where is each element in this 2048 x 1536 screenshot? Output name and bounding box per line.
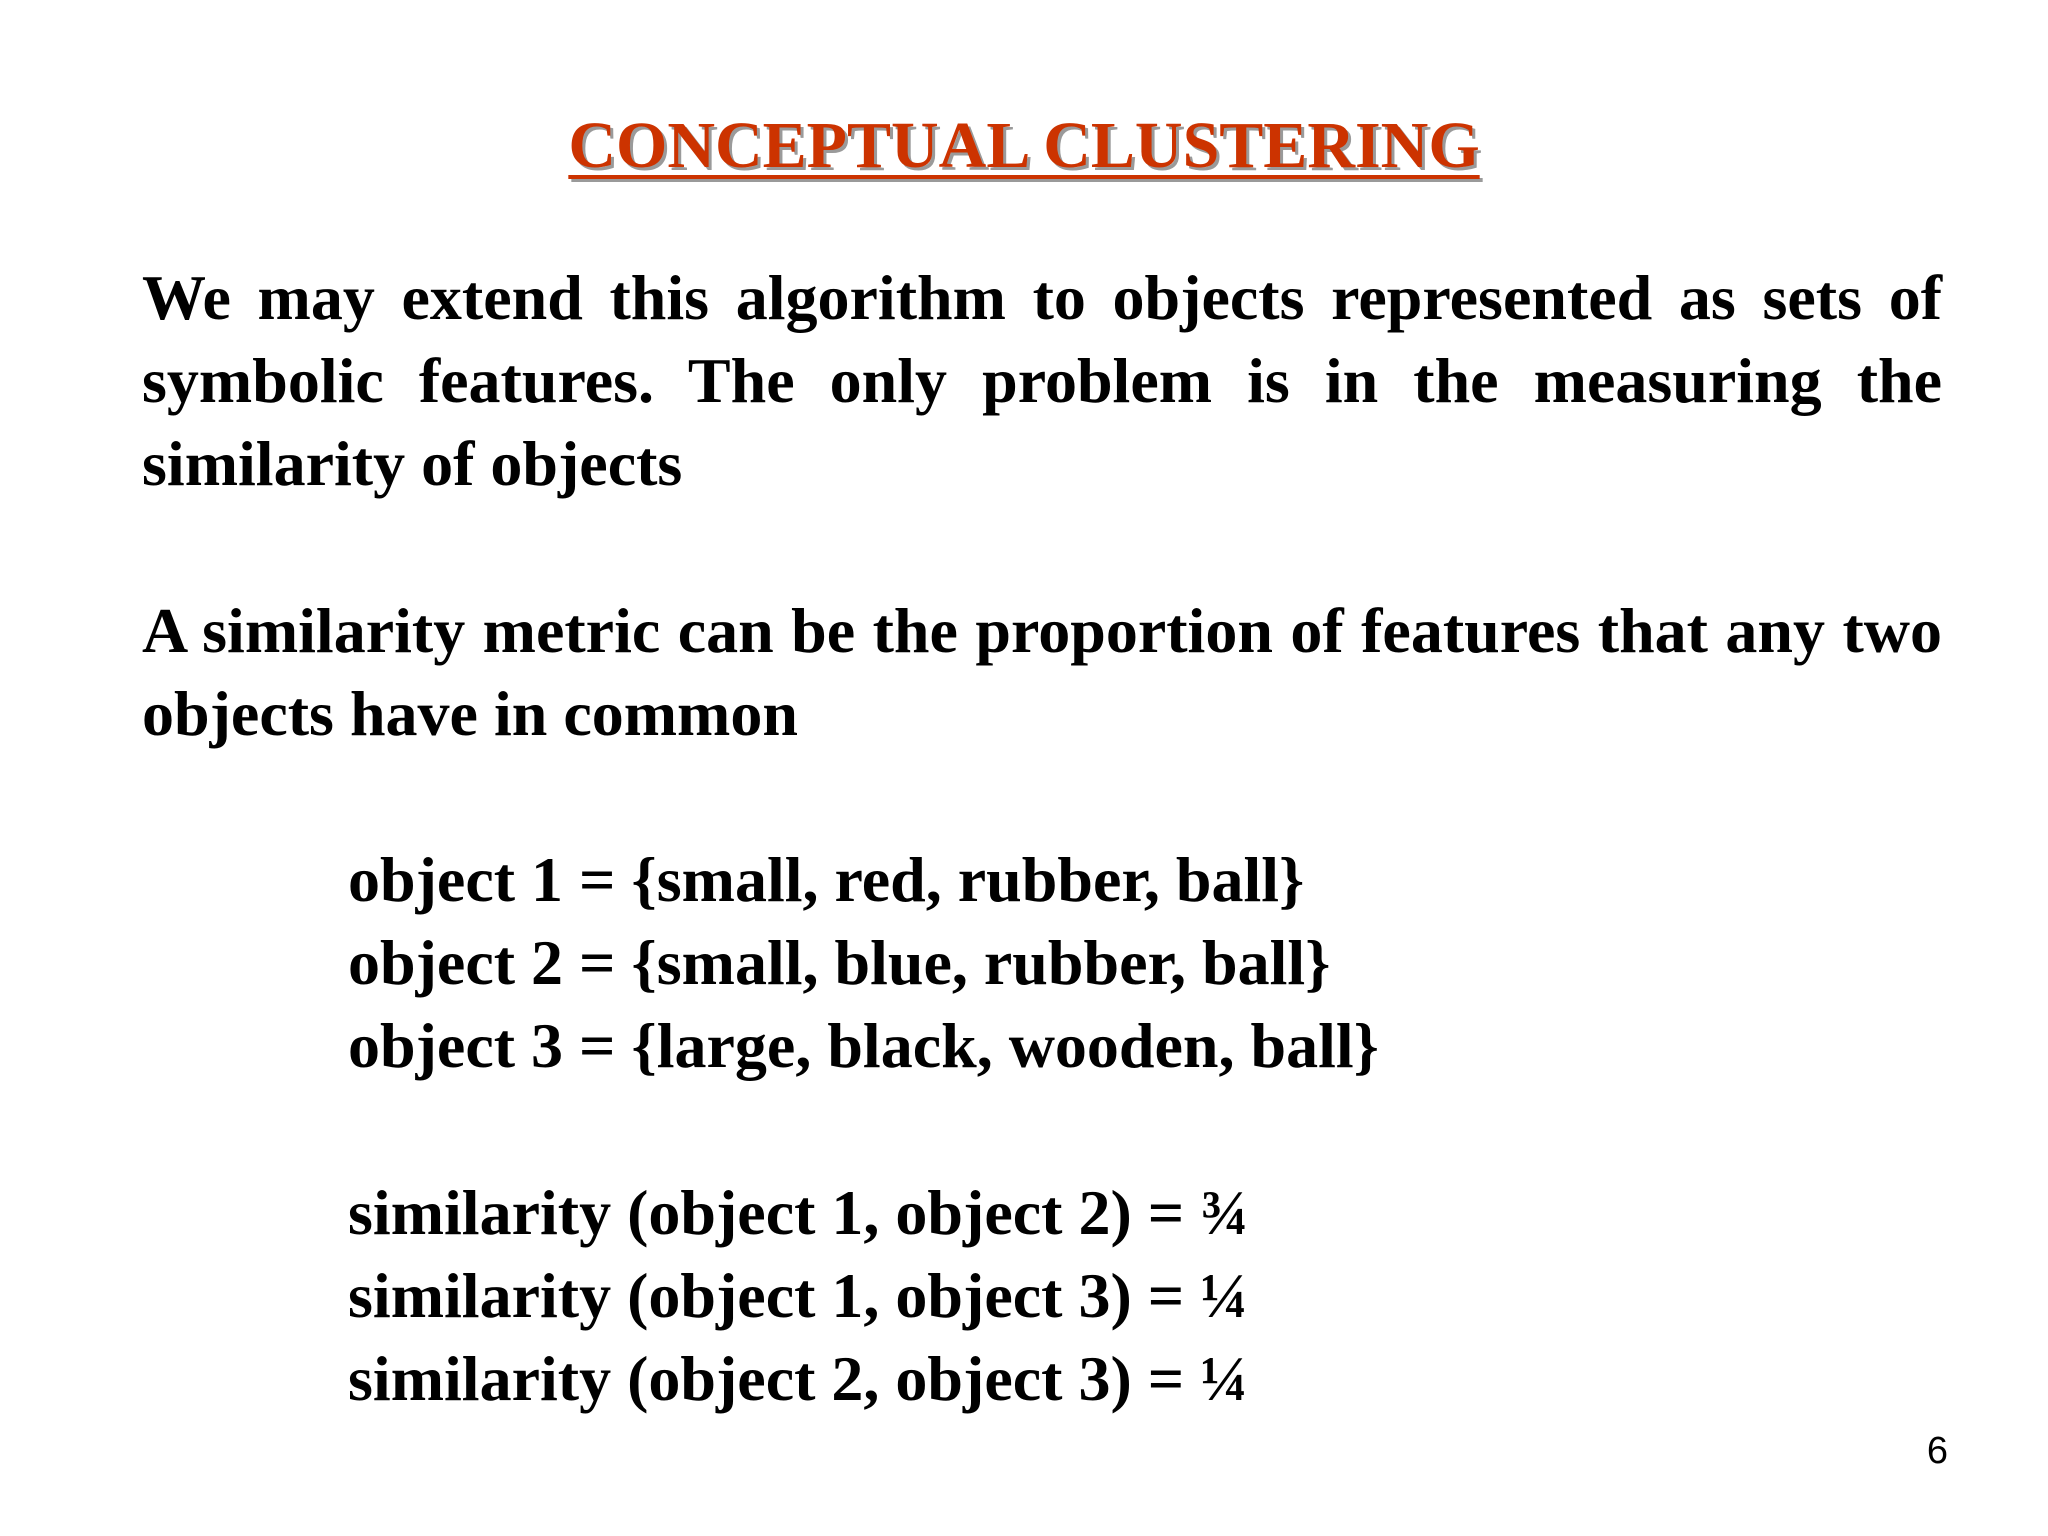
page-number: 6 [1926, 1430, 1948, 1472]
slide-title: CONCEPTUAL CLUSTERING [568, 109, 1480, 182]
similarity-1-3: similarity (object 1, object 3) = ¼ [348, 1260, 1249, 1331]
similarity-1-2: similarity (object 1, object 2) = ¾ [348, 1177, 1249, 1248]
paragraph-metric: A similarity metric can be the proportion of features that any two objects have in common [142, 595, 1942, 749]
similarity-results [348, 1171, 1948, 1420]
similarity-2-3: similarity (object 2, object 3) = ¼ [348, 1343, 1249, 1414]
object-definition-2: object 2 = {small, blue, rubber, ball} [348, 927, 1331, 998]
object-definition-3: object 3 = {large, black, wooden, ball} [348, 1010, 1379, 1081]
paragraph-intro: We may extend this algorithm to objects represented as sets of symbolic features. The only problem is in the measuring the similarity of objects [142, 262, 1942, 499]
object-definitions [348, 838, 1948, 1087]
object-definition-1: object 1 = {small, red, rubber, ball} [348, 844, 1305, 915]
